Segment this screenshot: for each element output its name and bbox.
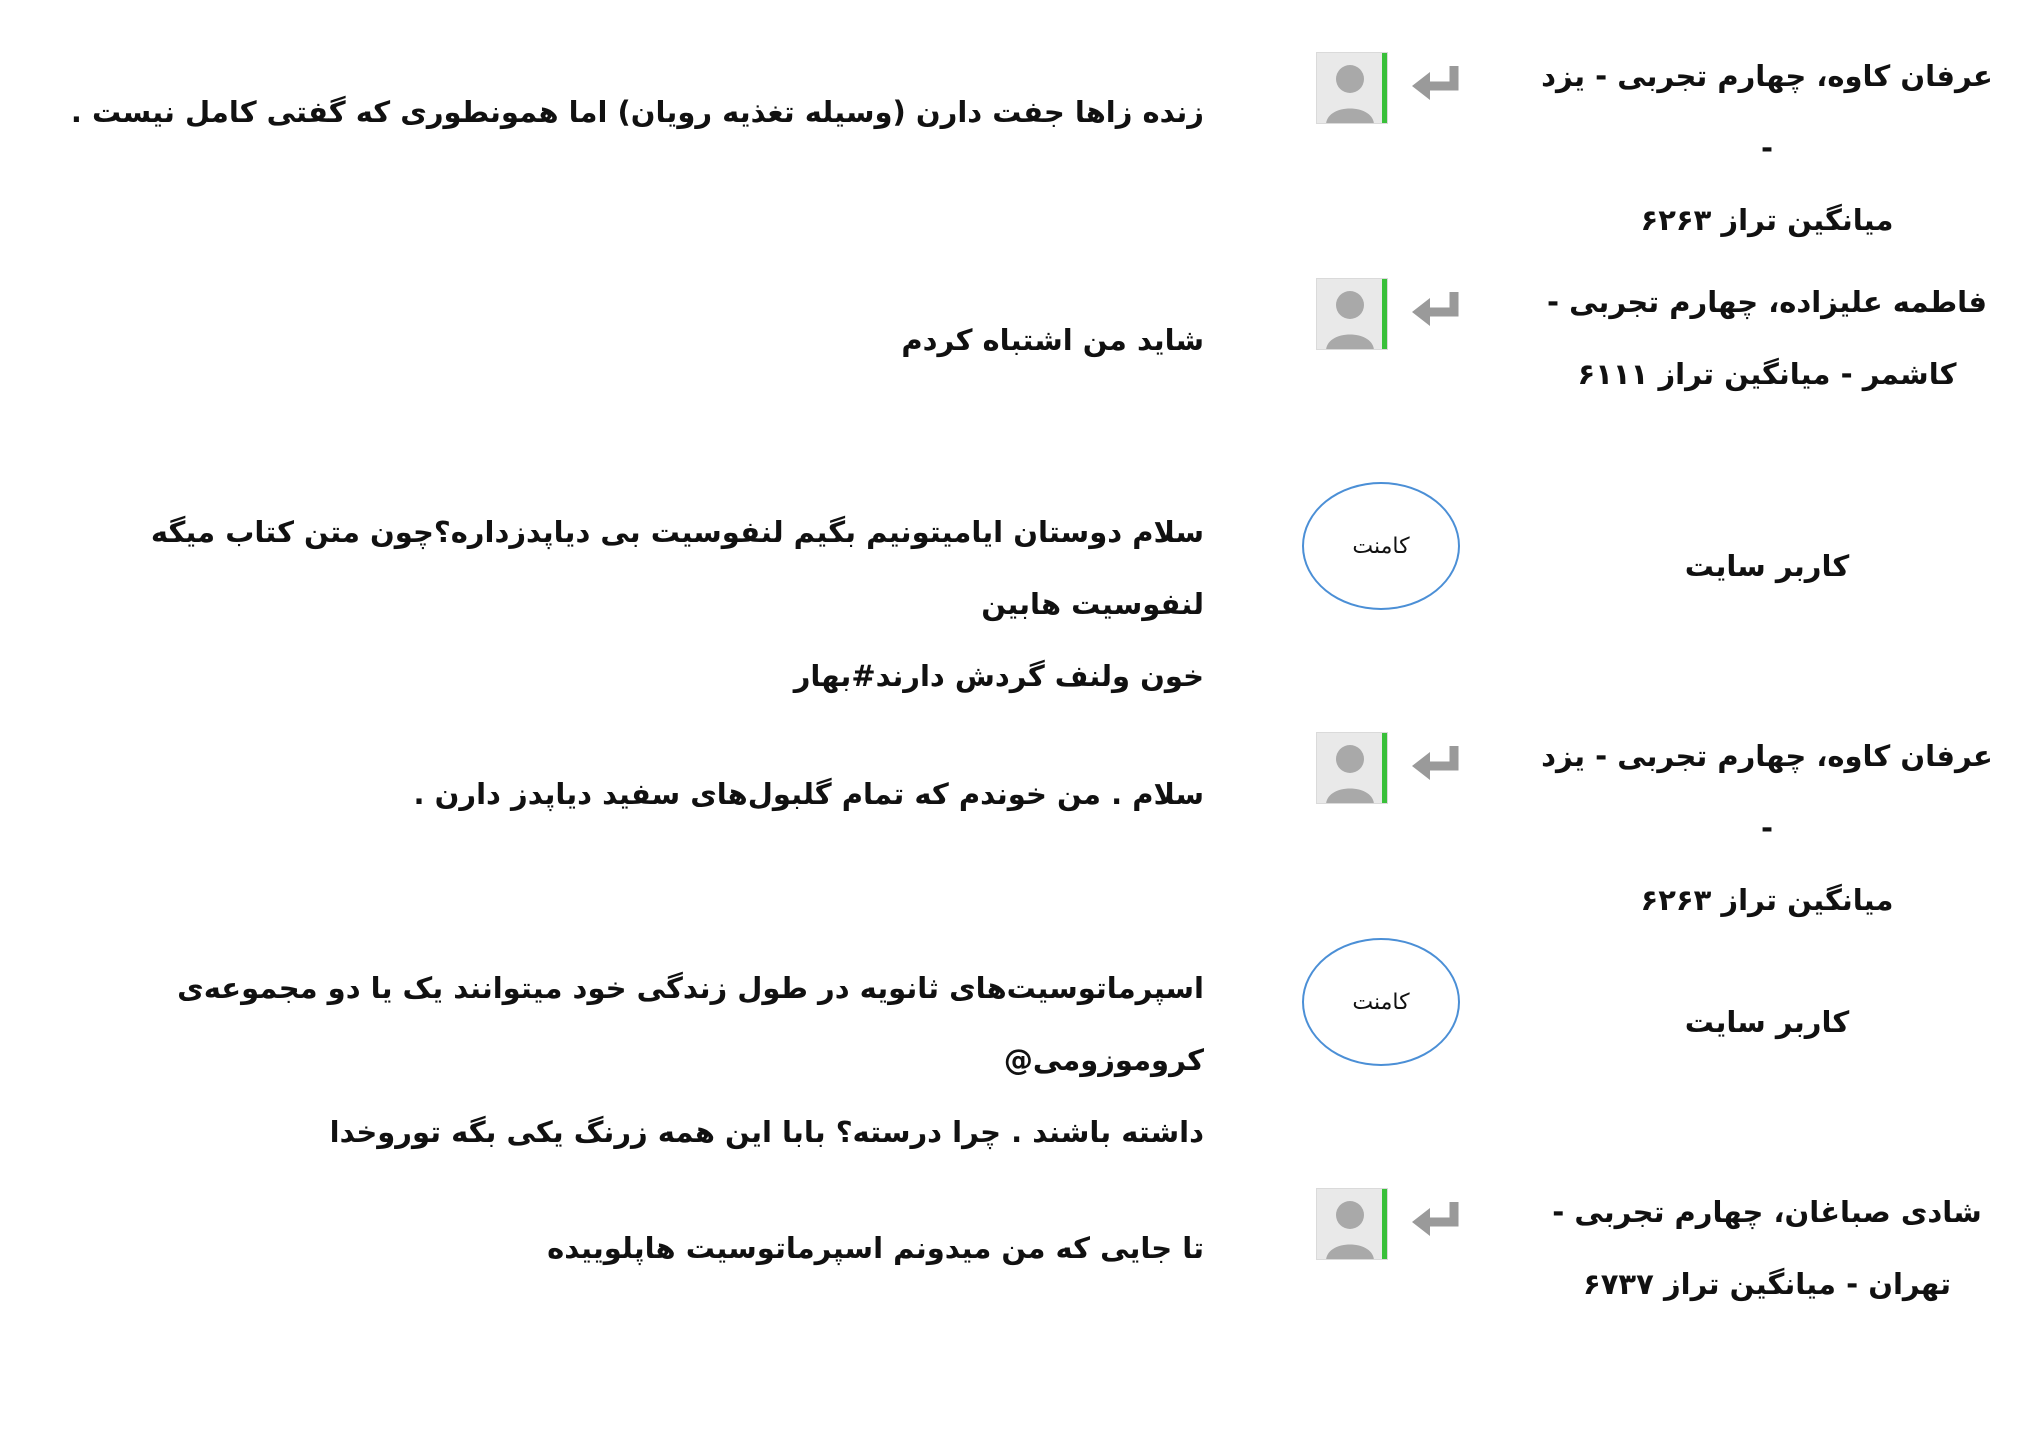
avatar: [1316, 52, 1388, 124]
comment-author: [1532, 530, 2002, 602]
comment-author: [1532, 1176, 2002, 1320]
comment-line: سلام دوستان ایامیتونیم بگیم لنفوسیت بی دیاپدزداره؟چون متن کتاب میگه لنفوسیت هابین: [150, 515, 1204, 621]
author-line: میانگین تراز ۶۲۶۳: [1640, 883, 1894, 917]
comment-badge-label: کامنت: [1352, 989, 1410, 1015]
reply-arrow-icon[interactable]: [1408, 742, 1466, 788]
author-line: عرفان کاوه، چهارم تجربی - یزد -: [1541, 739, 1993, 845]
comment-badge[interactable]: [1302, 482, 1460, 610]
comment-badge-label: کامنت: [1352, 533, 1410, 559]
comment-author: [1532, 986, 2002, 1058]
comment-line: داشته باشند . چرا درسته؟ بابا این همه زرنگ یکی بگه توروخدا: [329, 1115, 1204, 1149]
comment-text: [44, 1212, 1204, 1284]
comment-line: شاید من اشتباه کردم: [901, 323, 1204, 357]
avatar: [1316, 732, 1388, 804]
reply-arrow-icon[interactable]: [1408, 1198, 1466, 1244]
author-line: فاطمه علیزاده، چهارم تجربی -: [1546, 285, 1988, 319]
author-line: شادی صباغان، چهارم تجربی -: [1552, 1195, 1982, 1229]
author-line: عرفان کاوه، چهارم تجربی - یزد -: [1541, 59, 1993, 165]
author-line: میانگین تراز ۶۲۶۳: [1640, 203, 1894, 237]
author-line: کاشمر - میانگین تراز ۶۱۱۱: [1577, 357, 1957, 391]
comment-author: [1532, 266, 2002, 410]
reply-arrow-icon[interactable]: [1408, 288, 1466, 334]
comment-text: [44, 758, 1204, 830]
author-line: کاربر سایت: [1684, 549, 1850, 583]
reply-arrow-icon[interactable]: [1408, 62, 1466, 108]
comment-badge[interactable]: [1302, 938, 1460, 1066]
comment-line: زنده زاها جفت دارن (وسیله تغذیه رویان) اما همونطوری که گفتی کامل نیست .: [70, 95, 1204, 129]
comment-text: [44, 76, 1204, 148]
comment-line: اسپرماتوسیت‌های ثانویه در طول زندگی خود میتوانند یک یا دو مجموعه‌ی کروموزومی@: [177, 971, 1204, 1077]
avatar: [1316, 278, 1388, 350]
comment-line: تا جایی که من میدونم اسپرماتوسیت هاپلوییده: [547, 1231, 1204, 1265]
comment-line: خون ولنف گردش دارند#بهار: [793, 659, 1204, 693]
avatar: [1316, 1188, 1388, 1260]
comment-author: [1532, 720, 2002, 936]
comment-text: [44, 304, 1204, 376]
comment-text: [44, 952, 1204, 1168]
author-line: کاربر سایت: [1684, 1005, 1850, 1039]
author-line: تهران - میانگین تراز ۶۷۳۷: [1583, 1267, 1951, 1301]
comment-text: [44, 496, 1204, 712]
comment-line: سلام . من خوندم که تمام گلبول‌های سفید دیاپدز دارن .: [413, 777, 1204, 811]
comment-author: [1532, 40, 2002, 256]
